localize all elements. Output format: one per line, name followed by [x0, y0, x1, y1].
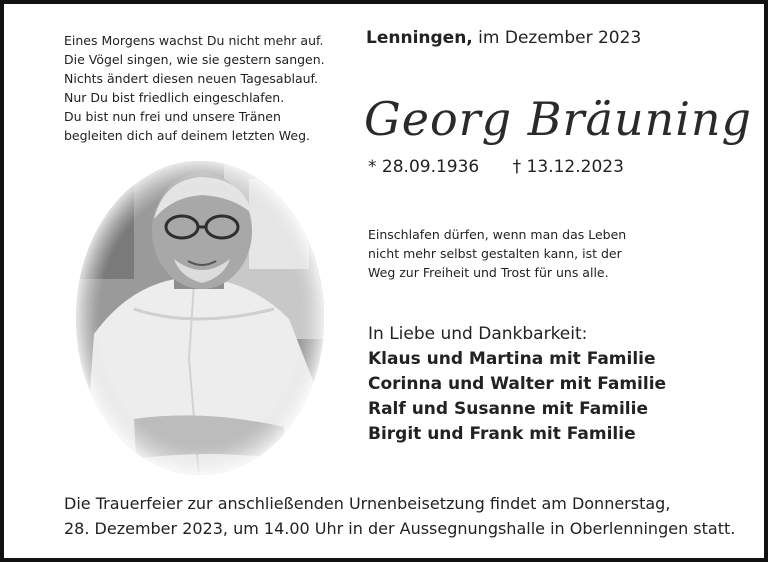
birth-date: * 28.09.1936 — [368, 157, 480, 177]
life-dates — [368, 157, 624, 177]
place: Lenningen, — [366, 28, 473, 48]
funeral-notice — [64, 491, 735, 541]
poem-line: Du bist nun frei und unsere Tränen — [64, 109, 281, 124]
poem-line: Nur Du bist friedlich eingeschlafen. — [64, 90, 285, 105]
poem-line: Die Vögel singen, wie sie gestern sangen. — [64, 52, 325, 67]
poem — [64, 31, 325, 145]
funeral-line: 28. Dezember 2023, um 14.00 Uhr in der Aussegnungshalle in Oberlenningen statt. — [64, 519, 736, 538]
poem-line: begleiten dich auf deinem letzten Weg. — [64, 128, 311, 143]
family-line: Klaus und Martina mit Familie — [368, 349, 656, 369]
poem-line: Eines Morgens wachst Du nicht mehr auf. — [64, 33, 324, 48]
quote-line: Weg zur Freiheit und Trost für uns alle. — [368, 265, 609, 280]
portrait-photo-icon — [74, 159, 326, 477]
quote — [368, 225, 626, 282]
family-line: Birgit und Frank mit Familie — [368, 424, 636, 444]
thanks-block — [368, 322, 666, 447]
poem-line: Nichts ändert diesen neuen Tagesablauf. — [64, 71, 319, 86]
deceased-name: Georg Bräuning — [364, 92, 752, 146]
date: im Dezember 2023 — [478, 28, 642, 48]
quote-line: Einschlafen dürfen, wenn man das Leben — [368, 227, 627, 242]
funeral-line: Die Trauerfeier zur anschließenden Urnenbeisetzung findet am Donnerstag, — [64, 494, 671, 513]
family-line: Ralf und Susanne mit Familie — [368, 399, 648, 419]
family-line: Corinna und Walter mit Familie — [368, 374, 667, 394]
death-date: † 13.12.2023 — [512, 157, 624, 177]
place-date — [366, 28, 641, 48]
thanks-intro: In Liebe und Dankbarkeit: — [368, 324, 588, 344]
quote-line: nicht mehr selbst gestalten kann, ist der — [368, 246, 622, 261]
